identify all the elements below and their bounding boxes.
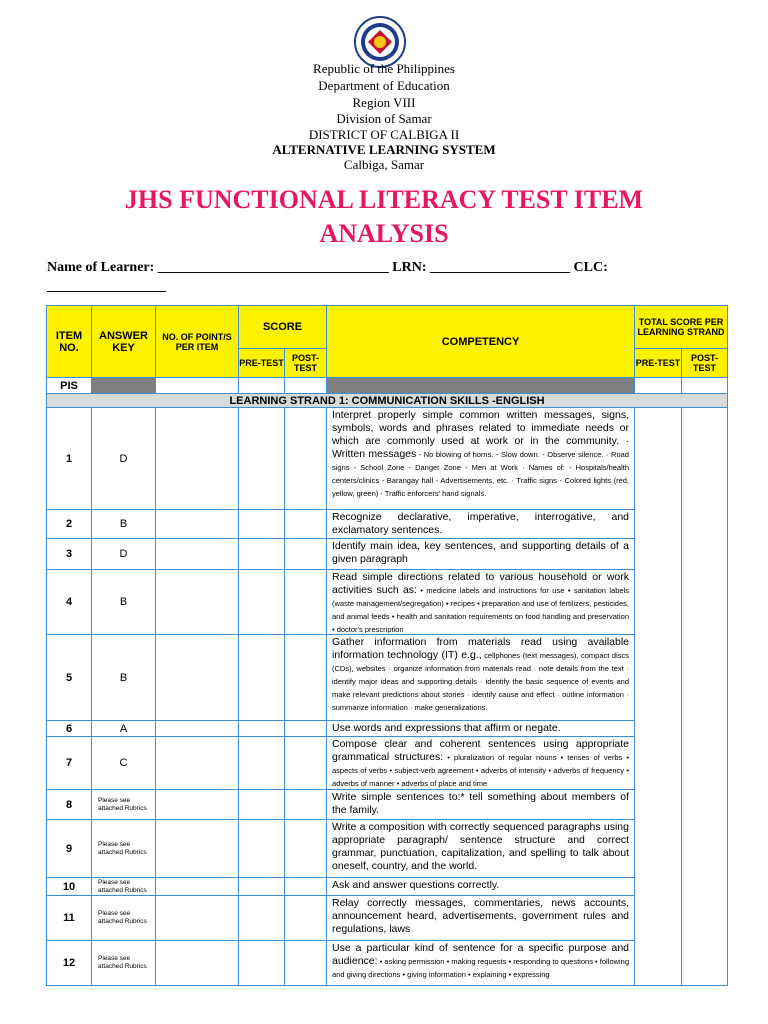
header-total-post-test: POST-TEST: [682, 349, 728, 378]
table-row: [47, 539, 728, 570]
pre-test-cell: [239, 820, 285, 878]
points-cell: [156, 941, 239, 986]
competency-text: Relay correctly messages, commentaries, news accounts, announcement heard, advertisements, government rules and regulations, laws: [332, 897, 629, 935]
competency-details: cellphones (text messages), compact discs (CDs), websites · organize information from materials read · note details from the text · identify major ideas and supporting details · identify the basic sequence of events and make relevant predictions about stories · identify cause and effect · outline information · summarize information · make generalizations.: [332, 651, 629, 712]
table-row: [47, 737, 728, 790]
item-number: 1: [47, 408, 92, 510]
pre-test-cell: [239, 878, 285, 896]
post-test-cell: [285, 635, 327, 721]
competency-text: Recognize declarative, imperative, interrogative, and exclamatory sentences.: [332, 511, 629, 536]
pre-test-cell: [239, 737, 285, 790]
pis-pre-cell: [239, 378, 285, 394]
competency-cell: [327, 820, 635, 878]
answer-key: Please see attached Rubrics: [92, 820, 156, 878]
table-row: [47, 721, 728, 737]
answer-key: Please see attached Rubrics: [92, 878, 156, 896]
points-cell: [156, 539, 239, 570]
item-number: 4: [47, 570, 92, 635]
competency-text: Ask and answer questions correctly.: [332, 879, 500, 891]
post-test-cell: [285, 408, 327, 510]
competency-cell: [327, 408, 635, 510]
competency-text: Compose clear and coherent sentences using appropriate grammatical structures:: [332, 738, 629, 763]
competency-cell: [327, 539, 635, 570]
item-number: 2: [47, 510, 92, 539]
item-number: 11: [47, 896, 92, 941]
pre-test-cell: [239, 721, 285, 737]
competency-cell: [327, 878, 635, 896]
competency-text: Write simple sentences to:* tell something about members of the family.: [332, 791, 629, 816]
pis-competency-cell: [327, 378, 635, 394]
pre-test-cell: [239, 539, 285, 570]
header-total-pre-test: PRE-TEST: [635, 349, 682, 378]
learning-strand-1-header: LEARNING STRAND 1: COMMUNICATION SKILLS -ENGLISH: [47, 394, 728, 408]
pre-test-cell: [239, 790, 285, 820]
competency-text: Use a particular kind of sentence for a specific purpose and audience:: [332, 942, 629, 967]
item-number: 6: [47, 721, 92, 737]
table-row: [47, 510, 728, 539]
header-competency: COMPETENCY: [327, 306, 635, 378]
answer-key: C: [92, 737, 156, 790]
table-row: [47, 820, 728, 878]
pis-answer-cell: [92, 378, 156, 394]
item-number: 9: [47, 820, 92, 878]
post-test-cell: [285, 878, 327, 896]
competency-cell: [327, 737, 635, 790]
answer-key: B: [92, 510, 156, 539]
table-row: [47, 896, 728, 941]
pre-test-cell: [239, 635, 285, 721]
post-test-cell: [285, 510, 327, 539]
competency-text: Gather information from materials read using available information technology (IT) e.g.,: [332, 636, 629, 661]
header-location: Calbiga, Samar: [343, 157, 425, 172]
post-test-cell: [285, 721, 327, 737]
competency-text: Write a composition with correctly sequenced paragraphs using appropriate paragraph/ sentence structure and correct grammar, punctuation, capitalization, and spelling to talk about oneself, country, and the world.: [332, 821, 629, 872]
header-region: Region VIII: [352, 95, 416, 110]
total-pre-test-cell: [635, 408, 682, 986]
pre-test-cell: [239, 570, 285, 635]
header-points: NO. OF POINT/S PER ITEM: [156, 306, 239, 378]
header-answer-key: ANSWER KEY: [92, 306, 156, 378]
table-row: [47, 635, 728, 721]
competency-text: Use words and expressions that affirm or negate.: [332, 722, 561, 734]
pis-total-post-cell: [682, 378, 728, 394]
header-total-score: TOTAL SCORE PER LEARNING STRAND: [635, 306, 728, 349]
post-test-cell: [285, 896, 327, 941]
header-pre-test: PRE-TEST: [239, 349, 285, 378]
pis-label: PIS: [47, 378, 92, 394]
competency-details: • asking permission • making requests • responding to questions • following and giving directions • giving information • explaining • expressing: [332, 957, 629, 979]
learner-info-line: Name of Learner: _________________________________ LRN: ____________________ CLC:: [47, 260, 608, 275]
post-test-cell: [285, 790, 327, 820]
item-number: 5: [47, 635, 92, 721]
answer-key: Please see attached Rubrics: [92, 790, 156, 820]
pis-points-cell: [156, 378, 239, 394]
header-post-test: POST-TEST: [285, 349, 327, 378]
post-test-cell: [285, 539, 327, 570]
answer-key: D: [92, 539, 156, 570]
points-cell: [156, 408, 239, 510]
points-cell: [156, 820, 239, 878]
post-test-cell: [285, 941, 327, 986]
competency-cell: [327, 570, 635, 635]
answer-key: B: [92, 635, 156, 721]
answer-key: Please see attached Rubrics: [92, 941, 156, 986]
item-number: 12: [47, 941, 92, 986]
item-number: 10: [47, 878, 92, 896]
document-title-line1: JHS FUNCTIONAL LITERACY TEST ITEM: [124, 185, 644, 214]
item-number: 3: [47, 539, 92, 570]
points-cell: [156, 721, 239, 737]
table-row: [47, 790, 728, 820]
header-division: Division of Samar: [336, 111, 432, 126]
competency-details: • medicine labels and instructions for use • sanitation labels (waste management/segregation) • recipes • preparation and use of fertilizers, pesticides, and animal feeds • health and sanitation requirements on food handling and preservation • doctor's prescription: [332, 586, 629, 633]
item-analysis-table: [46, 305, 728, 986]
points-cell: [156, 737, 239, 790]
pre-test-cell: [239, 408, 285, 510]
answer-key: Please see attached Rubrics: [92, 896, 156, 941]
points-cell: [156, 570, 239, 635]
competency-text: Identify main idea, key sentences, and supporting details of a given paragraph: [332, 540, 629, 565]
header-score: SCORE: [239, 306, 327, 349]
table-row: [47, 878, 728, 896]
item-number: 7: [47, 737, 92, 790]
total-post-test-cell: [682, 408, 728, 986]
competency-details: • pluralization of regular nouns • tenses of verbs • aspects of verbs • subject-verb agreement • adverbs of intensity • adverbs of frequency • adverbs of manner • adverbs of place and time: [332, 753, 629, 788]
table-row: [47, 570, 728, 635]
competency-cell: [327, 790, 635, 820]
post-test-cell: [285, 570, 327, 635]
header-republic: Republic of the Philippines: [313, 61, 455, 76]
competency-cell: [327, 941, 635, 986]
pis-total-pre-cell: [635, 378, 682, 394]
competency-details: - No blowing of horns. - Slow down. - Observe silence. · Road signs - School Zone - Danger Zone - Men at Work · Names of: - Hospitals/health centers/clinics - Barangay hall - Advertisements, etc. · Traffic signs - Colored lights (red, yellow, green) - Traffic enforcers' hand signals.: [332, 450, 629, 498]
pis-post-cell: [285, 378, 327, 394]
table-row: [47, 941, 728, 986]
pre-test-cell: [239, 510, 285, 539]
header-district: DISTRICT OF CALBIGA II: [308, 127, 460, 142]
post-test-cell: [285, 820, 327, 878]
document-title-line2: ANALYSIS: [319, 219, 449, 248]
competency-cell: [327, 510, 635, 539]
header-als: ALTERNATIVE LEARNING SYSTEM: [272, 142, 496, 157]
points-cell: [156, 635, 239, 721]
answer-key: B: [92, 570, 156, 635]
competency-text: Interpret properly simple common written messages, signs, symbols, words and phrases related to immediate needs or which are commonly used at work or in the community. · Written messages: [332, 409, 629, 460]
learner-info-line2: _________________: [47, 279, 166, 294]
competency-cell: [327, 896, 635, 941]
header-department: Department of Education: [318, 78, 450, 93]
competency-cell: [327, 721, 635, 737]
points-cell: [156, 790, 239, 820]
points-cell: [156, 896, 239, 941]
answer-key: A: [92, 721, 156, 737]
item-number: 8: [47, 790, 92, 820]
header-item-no: ITEM NO.: [47, 306, 92, 378]
competency-cell: [327, 635, 635, 721]
pre-test-cell: [239, 896, 285, 941]
points-cell: [156, 878, 239, 896]
pre-test-cell: [239, 941, 285, 986]
points-cell: [156, 510, 239, 539]
post-test-cell: [285, 737, 327, 790]
answer-key: D: [92, 408, 156, 510]
competency-text: Read simple directions related to various household or work activities such as:: [332, 571, 629, 596]
table-row: [47, 408, 728, 510]
